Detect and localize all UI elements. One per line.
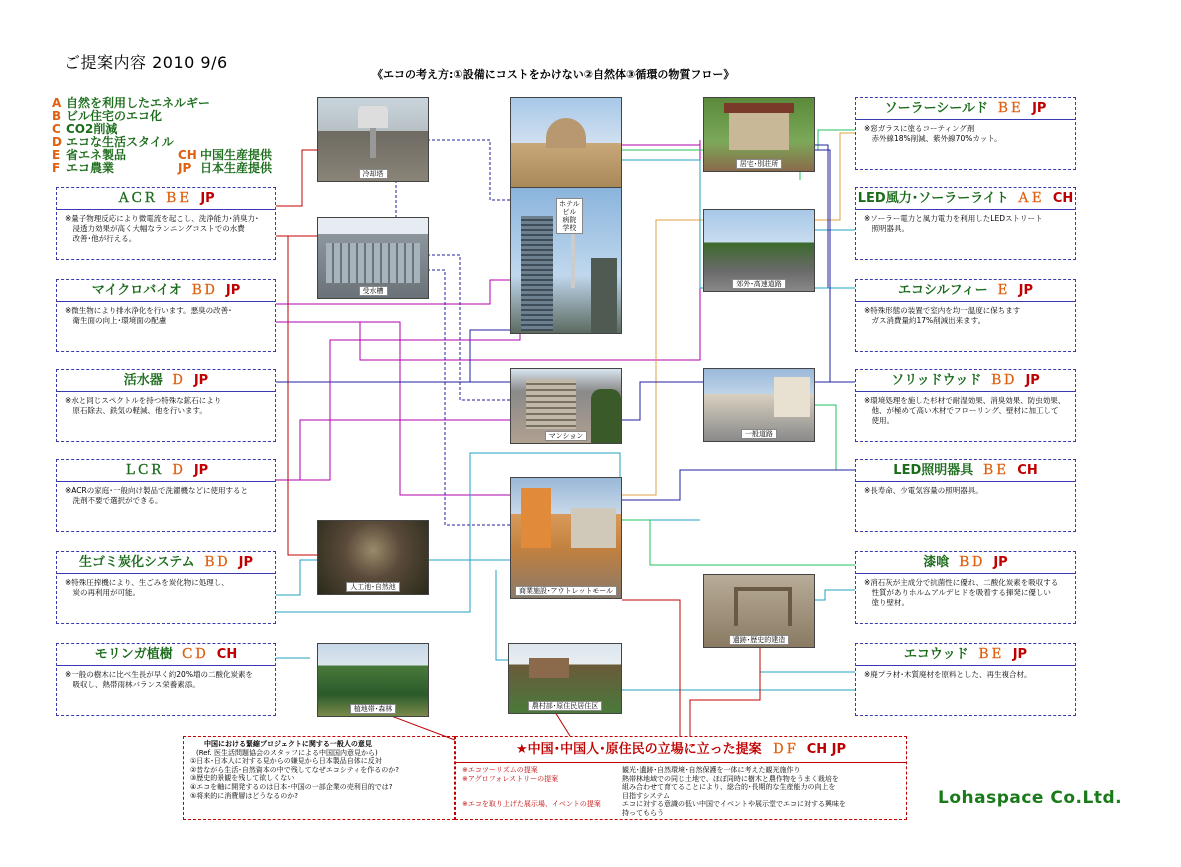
product-acr: ＡＣＲ ＢＥ JP ※量子物理反応により微電流を起こし、洗浄能力･消臭力･ 浸透力効果が高く大幅なランニングコストでの水費 改善･他が行える。 (56, 187, 276, 260)
product-eco-silfee-desc: ※特殊形態の装置で室内を均一温度に保ちます ガス消費量約17%削減出来ます。 (864, 306, 1021, 325)
photo-mosque (510, 97, 622, 189)
legend-item-b: B ビル住宅のエコ化 (52, 109, 163, 123)
product-eco-wood-desc: ※廃プラ材･木質廃材を原料とした、再生複合材。 (864, 670, 1032, 679)
legend-item-c: C CO2削減 (52, 122, 118, 136)
public-opinion-title: 中国における緊縮プロジェクトに関する一般人の意見 (204, 740, 372, 748)
photo-general-road: 一般道路 (703, 368, 815, 442)
public-opinion-item: ②昔ながら生活･自然資本の中で残してなぜエコシティを作るのか? (190, 765, 399, 774)
photo-receiving-tank: 受水槽 (317, 217, 429, 299)
photo-residence: 居宅･別荘所 (703, 97, 815, 172)
page-subtitle: 《エコの考え方:①設備にコストをかけない②自然体③循環の物質フロー》 (372, 68, 735, 81)
product-microbio: マイクロバイオ ＢＤ JP ※微生物により排水浄化を行います。悪臭の改善･ 衛生面の向上･環境面の配慮 (56, 279, 276, 352)
company-name: Lohaspace Co.Ltd. (938, 788, 1123, 808)
proposal-box (455, 736, 907, 820)
product-led-lighting-desc: ※長寿命、少電気容量の照明器具。 (864, 486, 983, 495)
public-opinion-note: (Ref. 医生活問題協会のスタッフによる中国国内意見から) (196, 748, 378, 757)
legend-item-d: D エコな生活スタイル (52, 135, 174, 149)
product-eco-silfee: エコシルフィー Ｅ JP ※特殊形態の装置で室内を均一温度に保ちます ガス消費量約17%削減出来ます。 (855, 279, 1076, 352)
public-opinion-box (183, 736, 455, 820)
product-led-lighting: LED照明器具 ＢＥ CH ※長寿命、少電気容量の照明器具。 (855, 459, 1076, 532)
legend-item-f: F エコ農業 JP 日本生産提供 (52, 161, 273, 175)
photo-cooling-tower: 冷却塔 (317, 97, 429, 182)
product-solid-wood: ソリッドウッド ＢＤ JP ※環境処理を施した杉材で耐湿効果、消臭効果、防虫効果、 他、が極めて高い木材でフローリング、壁材に加工して 使用。 (855, 369, 1076, 442)
public-opinion-item: ⑤将来的に消費層はどうなるのか? (190, 791, 298, 800)
product-eco-wood: エコウッド ＢＥ JP ※廃プラ材･木質廃材を原料とした、再生複合材。 (855, 643, 1076, 716)
legend-item-ch: CH 中国生産提供 (178, 148, 273, 162)
proposal-descriptions: 観光･遺跡･自然環境･自然保護を一体に考えた観光施作り 熱帯林地域での同じ土地で、ほぼ同時に樹木と農作物をうまく栽培を 組み合わせて育てることにより、総合的･長期的な生産能力の向上を 目指すシステム エコに対する意識の低い中国でイベントや展示堂でエコに対する興味を 持ってもらう (622, 766, 846, 817)
product-plaster-desc: ※消石灰が主成分で抗菌性に優れ、二酸化炭素を吸収する 性質がありホルムアルデヒドを吸着する揮発に優しい 塗り壁材。 (864, 578, 1059, 607)
product-lcr-desc: ※ACRの家庭･一般向け製品で洗濯機などに使用すると 洗剤不要で選択ができる。 (65, 486, 248, 505)
product-lcr: ＬＣＲ Ｄ JP ※ACRの家庭･一般向け製品で洗濯機などに使用すると 洗剤不要で選択ができる。 (56, 459, 276, 532)
product-solar-shield: ソーラーシールド ＢＥ JP ※窓ガラスに塗るコーティング剤 赤外線18%削減、紫外線70%カット。 (855, 97, 1076, 170)
product-led-wind-solar-light: LED風力･ソーラーライト ＡＥ CH ※ソーラー電力と風力電力を利用したLEDストリート 照明器具。 (855, 187, 1076, 260)
product-water-activator: 活水器 Ｄ JP ※水と同じスペクトルを持つ特殊な鉱石により 原石除去、鉄気の軽減、他を行います。 (56, 369, 276, 442)
page-title: ご提案内容 2010 9/6 (64, 53, 228, 72)
proposal-types: ※エコツーリズムの提案 ※アグロフォレストリーの提案 ※エコを取り上げた展示場、イベントの提案 (462, 766, 601, 809)
product-led-wind-solar-light-desc: ※ソーラー電力と風力電力を利用したLEDストリート 照明器具。 (864, 214, 1043, 233)
product-water-activator-desc: ※水と同じスペクトルを持つ特殊な鉱石により 原石除去、鉄気の軽減、他を行います。 (65, 396, 222, 415)
product-solar-shield-desc: ※窓ガラスに塗るコーティング剤 赤外線18%削減、紫外線70%カット。 (864, 124, 1002, 143)
product-acr-desc: ※量子物理反応により微電流を起こし、洗浄能力･消臭力･ 浸透力効果が高く大幅なランニングコストでの水費 改善･他が行える。 (65, 214, 259, 243)
photo-shopping-mall: 商業施設･アウトレットモール (510, 477, 622, 599)
legend-item-jp: JP 日本生産提供 (178, 161, 273, 175)
product-moringa-desc: ※一般の樹木に比べ生長が早く約20%増の二酸化炭素を 吸収し、熱帯雨林バランス栄養素添。 (65, 670, 253, 689)
public-opinion-item: ③歴史的景観を残して欲しくない (190, 774, 295, 783)
photo-mansion: マンション (510, 368, 622, 444)
photo-hotel-building-caption: ホテル ビル 病院 学校 (556, 198, 583, 234)
product-microbio-desc: ※微生物により排水浄化を行います。悪臭の改善･ 衛生面の向上･環境面の配慮 (65, 306, 232, 325)
photo-suburban-road: 郊外･高速道路 (703, 209, 815, 292)
proposal-heading: ★中国･中国人･原住民の立場に立った提案 ＤＦ CH JP (456, 737, 906, 763)
product-garbage-carbonization: 生ゴミ炭化システム ＢＤ JP ※特殊圧搾機により、生ごみを炭化物に処理し、 炭の再利用が可能。 (56, 551, 276, 624)
product-solid-wood-desc: ※環境処理を施した杉材で耐湿効果、消臭効果、防虫効果、 他、が極めて高い木材でフローリング、壁材に加工して 使用。 (864, 396, 1066, 425)
photo-ruins: 遺跡･歴史的建造 (703, 574, 815, 648)
photo-village: 農村部･原住民居住区 (508, 643, 622, 714)
product-garbage-carbonization-desc: ※特殊圧搾機により、生ごみを炭化物に処理し、 炭の再利用が可能。 (65, 578, 229, 597)
photo-artificial-pond: 人工池･自然池 (317, 520, 429, 595)
product-plaster: 漆喰 ＢＤ JP ※消石灰が主成分で抗菌性に優れ、二酸化炭素を吸収する 性質がありホルムアルデヒドを吸着する揮発に優しい 塗り壁材。 (855, 551, 1076, 624)
photo-hotel-building (510, 187, 622, 334)
legend-item-e: E 省エネ製品 CH 中国生産提供 (52, 148, 273, 162)
public-opinion-item: ①日本･日本人に対する見からの嫌見から日本製品自体に反対 (190, 757, 382, 766)
product-moringa: モリンガ植樹 ＣＤ CH ※一般の樹木に比べ生長が早く約20%増の二酸化炭素を 吸収し、熱帯雨林バランス栄養素添。 (56, 643, 276, 716)
photo-forest: 植地帯･森林 (317, 643, 429, 717)
public-opinion-item: ④エコを軸に開発するのは日本･中国の一部企業の売利目的では? (190, 782, 393, 791)
legend-item-a: A 自然を利用したエネルギー (52, 96, 211, 110)
